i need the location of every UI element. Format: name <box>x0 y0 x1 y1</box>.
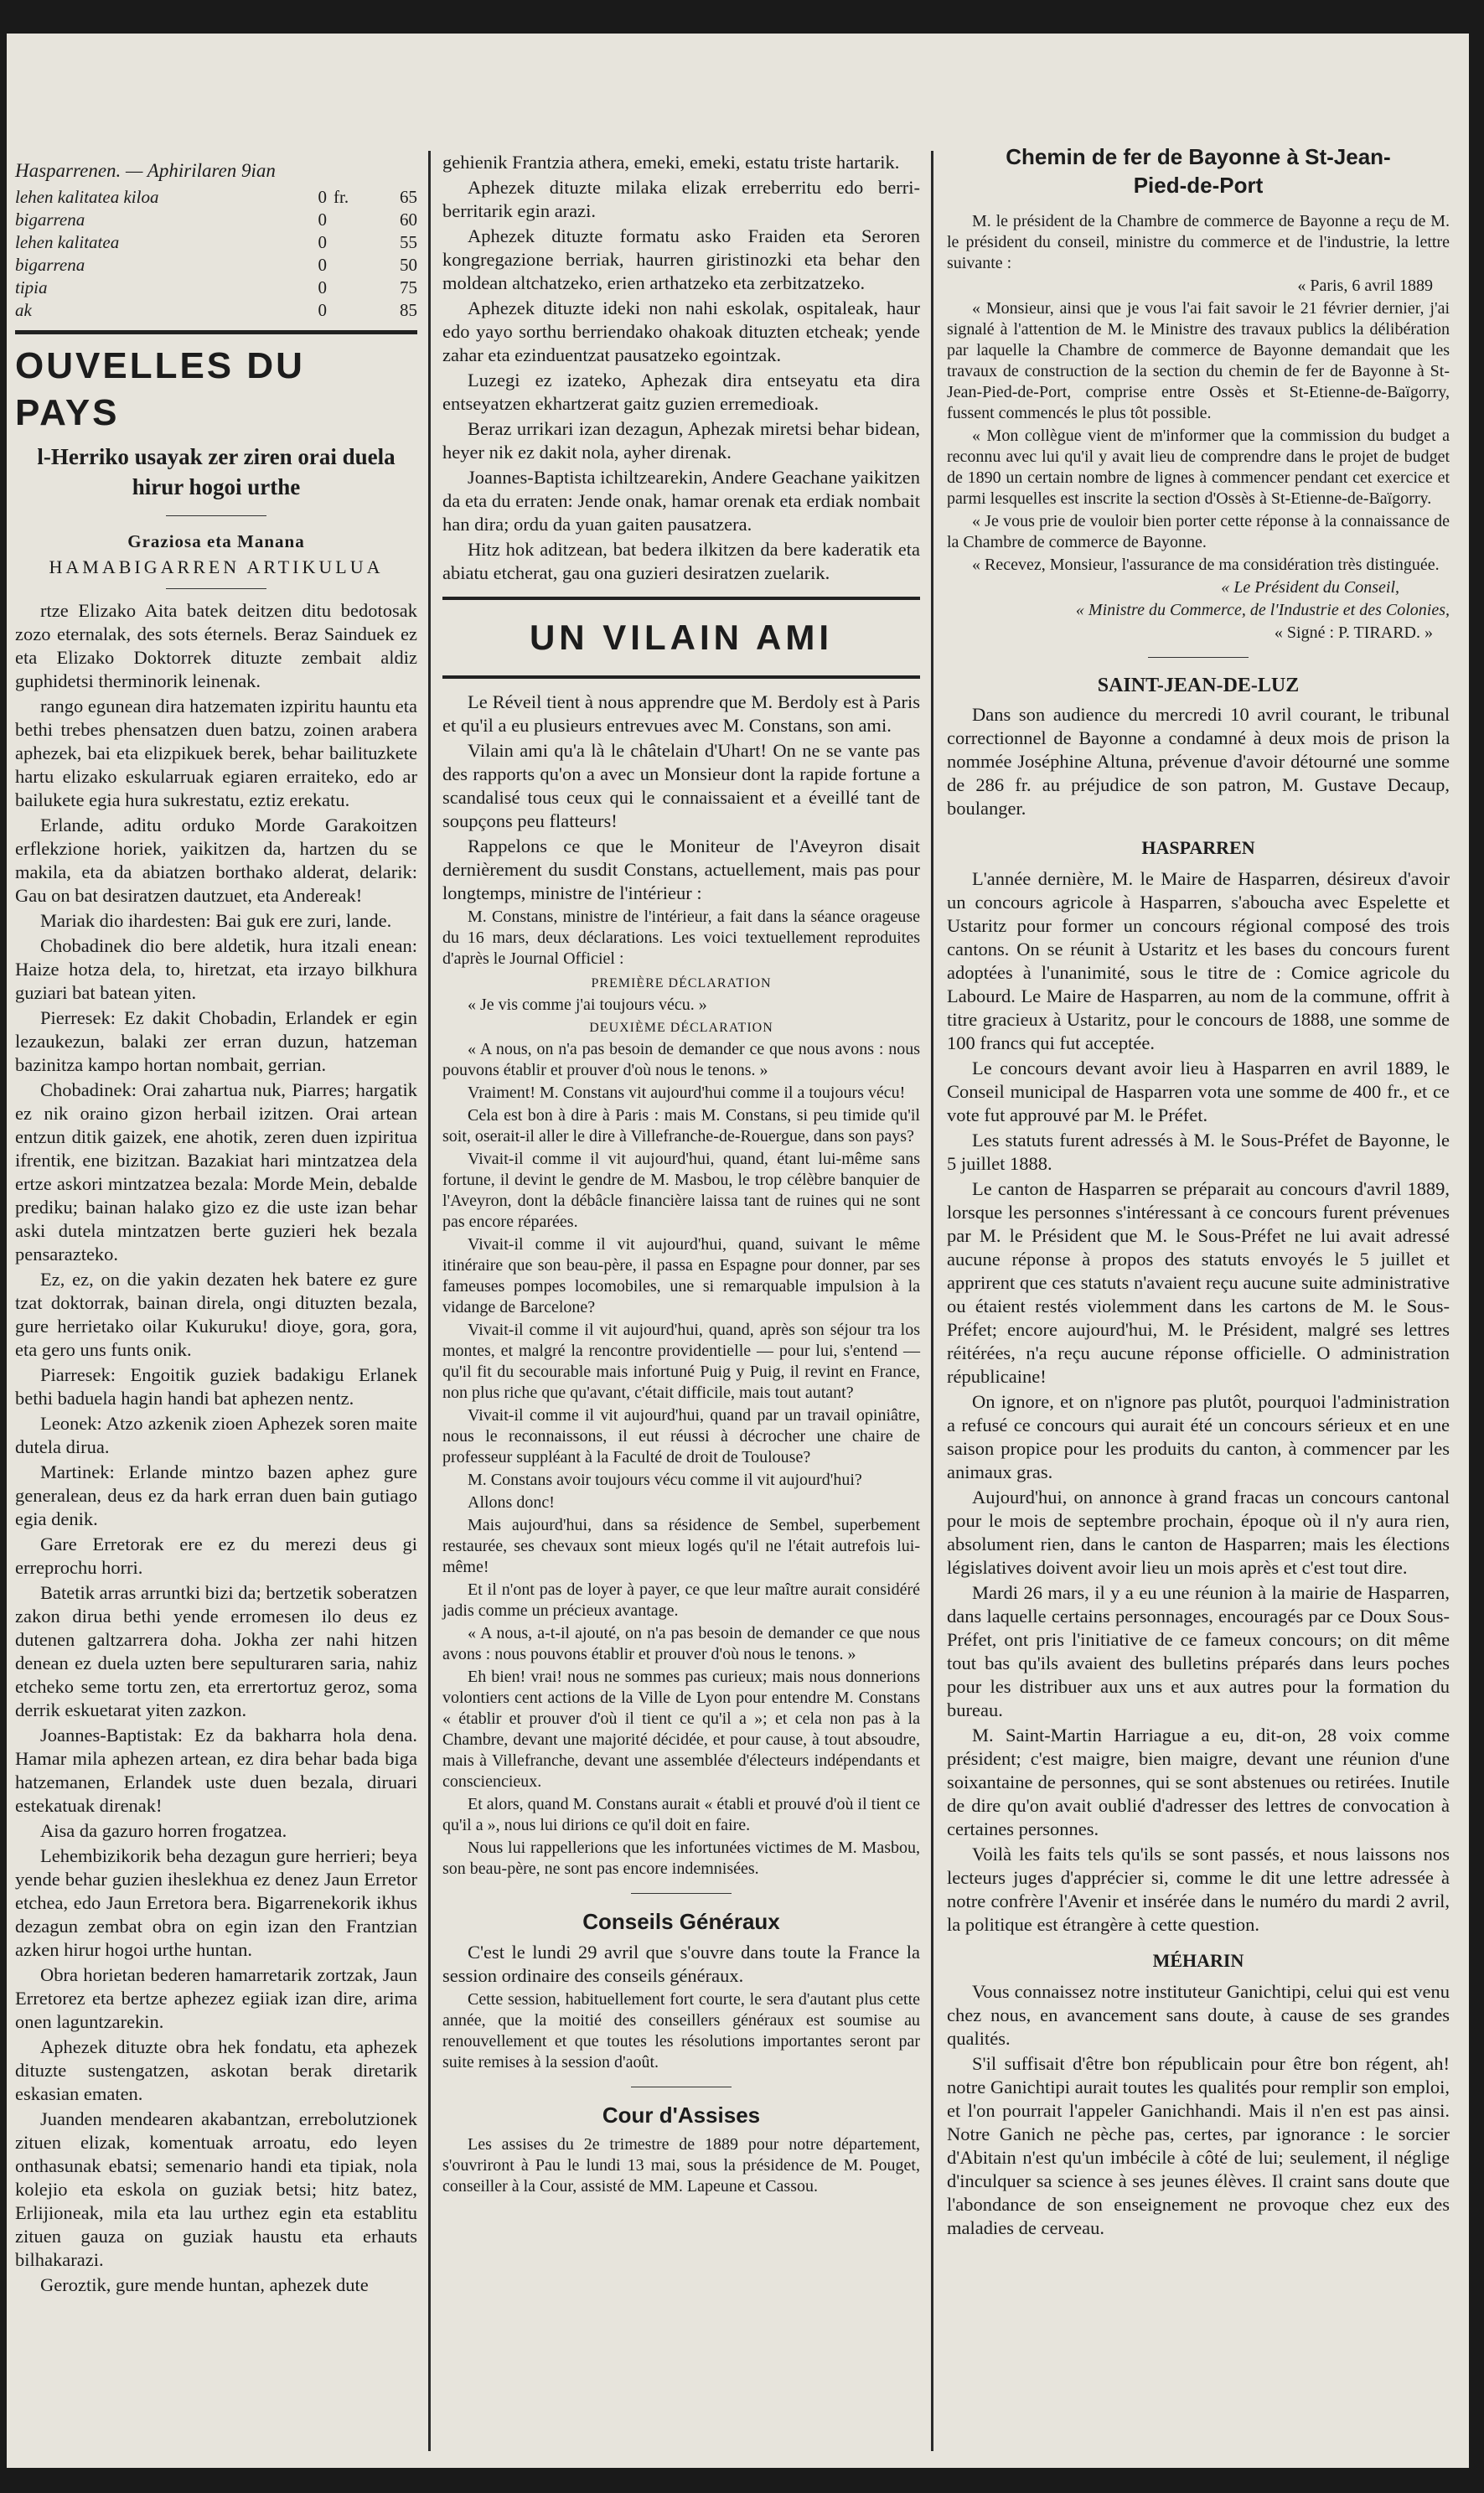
paragraph: Aisa da gazuro horren frogatzea. <box>40 1820 287 1841</box>
declaration-title: DEUXIÈME DÉCLARATION <box>589 1021 773 1035</box>
price-row: lehen kalitatea 0 55 <box>15 232 417 252</box>
price-row: ak 0 85 <box>15 300 417 320</box>
declaration-title: PREMIÈRE DÉCLARATION <box>591 976 772 990</box>
paragraph: « A nous, on n'a pas besoin de demander ce que nous avons : nous pouvons établir et prouver d'où nous le tenons. » <box>442 1040 920 1079</box>
paragraph: Le canton de Hasparren se préparait au concours d'avril 1889, lorsque les personnes s'intéressant à ce concours furent prévenues par M. le Président que M. le Sous-Préfet ne lui avait adressé aucune réponse à propos des statuts envoyés le 5 juillet et apprirent que ces statuts n'avaient reçu aucune suite administrative ou étaient restés violemment dans les cartons de M. le Sous-Préfet; encore aujourd'hui, M. le Président, malgré ses lettres réitérées, n'a reçu aucune réponse officielle. O administration républicaine! <box>947 1178 1450 1387</box>
paragraph: Mariak dio ihardesten: Bai guk ere zuri, lande. <box>40 910 392 931</box>
price-row: bigarrena 0 60 <box>15 209 417 230</box>
column-1 <box>7 34 426 2468</box>
paragraph: Luzegi ez izateko, Aphezak dira entseyatu eta dira entseyatzen ekhartzerat gaitz guzien erremedioak. <box>442 370 920 414</box>
paragraph: Chobadinek dio bere aldetik, hura itzali enean: Haize hotza dela, to, hiretzat, eta irzayo bilkhura guziari bat batean yiten. <box>15 935 417 1003</box>
price-row: lehen kalitatea kiloa 0 fr. 65 <box>15 187 417 207</box>
article-title: Chemin de fer de Bayonne à St-Jean-Pied-de-Port <box>1006 144 1391 198</box>
paragraph: Ez, ez, on die yakin dezaten hek batere ez gure tzat doktorrak, bainan direla, ongi dituzten bezala, gure herrietako oilar Kukuruku! dioye, gora, gora, eta gero uns funts onik. <box>15 1269 417 1360</box>
paragraph: Geroztik, gure mende huntan, aphezek dute <box>40 2274 369 2295</box>
signature: « Signé : P. TIRARD. » <box>1274 623 1433 642</box>
paragraph: Aphezek dituzte obra hek fondatu, eta aphezek dituzte sustengatzen, askotan berak diretarik eskasian ematen. <box>15 2036 417 2104</box>
divider <box>15 330 417 334</box>
paragraph: M. le président de la Chambre de commerce de Bayonne a reçu de M. le président du conseil, ministre du commerce et de l'industrie, la lettre suivante : <box>947 212 1450 272</box>
letter-date: « Paris, 6 avril 1889 <box>1297 277 1433 295</box>
paragraph: Leonek: Atzo azkenik zioen Aphezek soren maite dutela dirua. <box>15 1413 417 1457</box>
paragraph: Cette session, habituellement fort courte, le sera d'autant plus cette année, que la moitié des conseillers généraux est soumise au renouvellement et que toutes les résolutions importantes seront par suite remises à la session d'août. <box>442 1990 920 2071</box>
paragraph: On ignore, et on n'ignore pas plutôt, pourquoi l'administration a refusé ce concours qui aurait été un concours sérieux et en une saison propice pour les produits du canton, à commencer par les animaux gras. <box>947 1391 1450 1482</box>
article-title: UN VILAIN AMI <box>529 618 834 657</box>
paragraph: Martinek: Erlande mintzo bazen aphez gure generalean, deus ez da hark erran duen bain gutiago egia denik. <box>15 1461 417 1529</box>
section-title: Cour d'Assises <box>602 2102 761 2128</box>
paragraph: gehienik Frantzia athera, emeki, emeki, estatu triste hartarik. <box>442 152 900 173</box>
paragraph: Vivait-il comme il vit aujourd'hui, quand, étant lui-même sans fortune, il devint le gendre de M. Masbou, le trop célèbre banquier de l'Aveyron, dont la débâcle financière laissa tant de ruines qui ne sont pas encore réparées. <box>442 1150 920 1231</box>
newspaper-page <box>7 34 1469 2468</box>
divider <box>631 1893 732 1894</box>
paragraph: Aphezek dituzte milaka elizak erreberritu edo berri-berritarik egin arazi. <box>442 177 920 221</box>
paragraph: Batetik arras arruntki bizi da; bertzetik soberatzen zakon dirua bethi yende erromesen ilo deus ez dutenen galtzarrera doha. Jokha zer nahi hitzen denean ez duela uzten bere sepulturaren saria, nahiz etcheko seme tortu zen, eta errertortuz geroz, soma derrik eskuetarat yiten zazkon. <box>15 1582 417 1720</box>
paragraph: Vraiment! M. Constans vit aujourd'hui comme il a toujours vécu! <box>468 1084 906 1102</box>
divider <box>166 515 266 516</box>
paragraph: Erlande, aditu orduko Morde Garakoitzen erflekzione horiek, yaikitzen da, hartzen du se makila, eta da abiatzen borthako alderat, delarik: Gau on bat desiratzen dautzuet, eta Andereak! <box>15 815 417 906</box>
paragraph: Les assises du 2e trimestre de 1889 pour notre département, s'ouvriront à Pau le lundi 13 mai, sous la présidence de M. Pouget, conseiller à la Cour, assisté de MM. Lapeune et Cassou. <box>442 2135 920 2196</box>
paragraph: Hitz hok aditzean, bat bedera ilkitzen da bere kaderatik eta abiatu etcherat, gau ona guzieri desiratzen zuelarik. <box>442 539 920 583</box>
paragraph: Obra horietan bederen hamarretarik zortzak, Jaun Erretorez eta bertze aphezez egiiak izan dire, arima onen laguntzarekin. <box>15 1964 417 2032</box>
paragraph: L'année dernière, M. le Maire de Hasparren, désireux d'avoir un concours agricole à Hasparren, s'aboucha avec Espelette et Ustaritz pour former un concours régional composé des trois cantons. On se réunit à Ustaritz et les bases du concours furent adoptées à l'unanimité, sous le titre de : Comice agricole du Labourd. Le Maire de Hasparren, au nom de la commune, offrit à titre gracieux à Ustaritz, pour le concours de 1888, une somme de 100 francs qui fut acceptée. <box>947 868 1450 1053</box>
paragraph: Chobadinek: Orai zahartua nuk, Piarres; hargatik ez nik oraino gizon herbail izitzen. Orai artean entzun ditik gaizek, ene ahotik, zeren duen izpiritua ifrentik, ene bizitzan. Bazakiat hari mintzatzea dela ertze askori mintzatzea bezala: Morde Mein, debalde prediku; bainan halako gizo ez die uste izan behar aski dutela mintzatzen berte guzieri hek bezala pensarazteko. <box>15 1079 417 1265</box>
price-list <box>15 186 417 322</box>
section-heading: OUVELLES DU PAYS <box>15 345 305 433</box>
price-row: tipia 0 75 <box>15 277 417 297</box>
column-3 <box>938 34 1458 2468</box>
section-title: Conseils Généraux <box>582 1909 780 1934</box>
paragraph: M. Saint-Martin Harriague a eu, dit-on, 28 voix comme président; c'est maigre, bien maigre, devant une réunion d'une soixantaine de personnes, qui se sont abstenues ou retirées. Inutile de dire qu'on avait oublié d'adresser des lettres de convocation à certaines personnes. <box>947 1725 1450 1839</box>
divider <box>442 675 920 679</box>
paragraph: M. Constans avoir toujours vécu comme il vit aujourd'hui? <box>468 1471 862 1489</box>
chapter-title: HAMABIGARREN ARTIKULUA <box>49 556 384 577</box>
section-subheading: l-Herriko usayak zer ziren orai duela <box>37 444 396 469</box>
paragraph: Vivait-il comme il vit aujourd'hui, quand, après son séjour tra los montes, et malgré la rencontre providentielle — pour lui, s'entend — qu'il fit du secourable mais infortuné Puig y Puig, il revint en France, non plus riche que qu'avant, c'était difficile, mais tout autant? <box>442 1321 920 1402</box>
paragraph: S'il suffisait d'être bon républicain pour être bon régent, ah! notre Ganichtipi aurait toutes les qualités pour remplir son emploi, et l'on pourrait l'appeler Ganichhandi. Mais il n'en est pas ainsi. Notre Ganich ne pèche pas, certes, par ignorance : le sorcier d'Abitain n'est qu'un imbécile à côté de lui; seulement, il néglige d'inculquer sa science à ses jeunes élèves. Il craint sans doute que l'abondance de son enseignement ne provoque chez eux des maladies de cerveau. <box>947 2053 1450 2238</box>
paragraph: Voilà les faits tels qu'ils se sont passés, et nous laissons nos lecteurs juges d'apprécier si, comme le dit une lettre adressée à notre confrère l'Avenir et insérée dans le numéro du mardi 2 avril, la politique est étrangère à cette question. <box>947 1844 1450 1935</box>
paragraph: Mardi 26 mars, il y a eu une réunion à la mairie de Hasparren, dans laquelle certains personnages, encouragés par ce Doux Sous-Préfet, ont pris l'initiative de ce fameux concours; on dit même tout bas qu'ils avaient des bulletins préparés dans leurs poches pour les distribuer aux uns et aux autres pour la formation du bureau. <box>947 1582 1450 1720</box>
story-continuation <box>442 151 920 585</box>
paragraph: « Je vis comme j'ai toujours vécu. » <box>468 996 707 1014</box>
paragraph: rtze Elizako Aita batek deitzen ditu bedotosak zozo eternalak, des sots éternels. Beraz Sainduek ez eta Elizako Doktorrek dituzte zembait aldiz guphidetsi therminorik leinenak. <box>15 600 417 691</box>
market-title: Hasparrenen. — Aphirilaren 9ian <box>15 160 276 181</box>
column-rule <box>428 151 431 2451</box>
paragraph: « Monsieur, ainsi que je vous l'ai fait savoir le 21 février dernier, j'ai signalé à l'attention de M. le Ministre des travaux publics la délibération par laquelle la Chambre de commerce de Bayonne demandait que les travaux de construction de la section du chemin de fer de Bayonne à St-Jean-Pied-de-Port, comprise entre Ossès et St-Etienne-de-Baïgorry, fussent commencés le plus tôt possible. <box>947 299 1450 422</box>
paragraph: Joannes-Baptista ichiltzearekin, Andere Geachane yaikitzen da eta du erraten: Jende onak, hamar orenak eta erdiak nombait han dira; ordu da yuan gaiten pausatzera. <box>442 467 920 535</box>
paragraph: Cela est bon à dire à Paris : mais M. Constans, si peu timide qu'il soit, oserait-il aller le dire à Villefranche-de-Rouergue, dans son pays? <box>442 1106 920 1146</box>
paragraph: Piarresek: Engoitik guziek badakigu Erlanek bethi baduela hagin handi bat aphezen nentz. <box>15 1364 417 1409</box>
paragraph: Allons donc! <box>468 1493 555 1512</box>
paragraph: Vivait-il comme il vit aujourd'hui, quand par un travail opiniâtre, nous le reconnaissons, il eut réussi à décrocher une chaire de professeur suppléant à la Faculté de droit de Toulouse? <box>442 1406 920 1466</box>
paragraph: « Mon collègue vient de m'informer que la commission du budget a reconnu avec lui qu'il y avait lieu de comprendre dans le projet de budget de 1890 un certain nombre de lignes à commencer pendant cet exercice et parmi lesquelles est inscrite la section d'Ossès à St-Etienne-de-Baïgorry. <box>947 427 1450 508</box>
divider <box>442 597 920 600</box>
section-subheading: hirur hogoi urthe <box>132 474 301 499</box>
paragraph: Nous lui rappellerions que les infortunées victimes de M. Masbou, son beau-père, ne sont pas encore indemnisées. <box>442 1839 920 1878</box>
paragraph: Et il n'ont pas de loyer à payer, ce que leur maître aurait considéré jadis comme un précieux avantage. <box>442 1580 920 1620</box>
paragraph: Aphezek dituzte ideki non nahi eskolak, ospitaleak, haur edo yayo sorthu berriendako ohakoak dituzten etcheak; yende zahar eta ezinduentzat pausatzeko egointzak. <box>442 297 920 365</box>
paragraph: Mais aujourd'hui, dans sa résidence de Sembel, superbement restaurée, ses chevaux sont mieux logés qu'il ne l'était autrefois lui-même! <box>442 1516 920 1576</box>
paragraph: « Recevez, Monsieur, l'assurance de ma considération très distinguée. <box>972 556 1440 574</box>
price-row: bigarrena 0 50 <box>15 255 417 275</box>
paragraph: Aujourd'hui, on annonce à grand fracas un concours cantonal pour le mois de septembre prochain, époque où il n'y aura rien, absolument rien, dans le canton de Hasparren; mais les élections législatives doivent avoir lieu un mois après et c'est tout dire. <box>947 1487 1450 1578</box>
signature: « Ministre du Commerce, de l'Industrie et des Colonies, <box>1075 601 1450 619</box>
paragraph: Les statuts furent adressés à M. le Sous-Préfet de Bayonne, le 5 juillet 1888. <box>947 1130 1450 1174</box>
paragraph: Lehembizikorik beha dezagun gure herrieri; beya yende behar guzien iheslekhua ez denez Jaun Erretor etchea, edo Jaun Erretora bera. Bigarrenekorik ikhus dezagun zembat obra on egin izan den Frantzian azken hirur hogoi urthe huntan. <box>15 1845 417 1960</box>
paragraph: Vivait-il comme il vit aujourd'hui, quand, suivant le même itinéraire que son beau-père, il passa en Espagne pour donner, par ses fameuses pompes locomobiles, une si remarquable impulsion à la vidange de Barcelone? <box>442 1235 920 1316</box>
paragraph: C'est le lundi 29 avril que s'ouvre dans toute la France la session ordinaire des conseils généraux. <box>442 1942 920 1986</box>
paragraph: « A nous, a-t-il ajouté, on n'a pas besoin de demander ce que nous avons : nous pouvons établir et prouver d'où nous le tenons. » <box>442 1624 920 1663</box>
paragraph: Vous connaissez notre instituteur Ganichtipi, celui qui est venu chez nous, en avancement sans doute, à cause de ses grandes qualités. <box>947 1981 1450 2049</box>
story-body <box>15 599 417 2297</box>
paragraph: Le concours devant avoir lieu à Hasparren en avril 1889, le Conseil municipal de Hasparren vota une somme de 400 fr., et ce vote fut approuvé par M. le Préfet. <box>947 1058 1450 1125</box>
signature: « Le Président du Conseil, <box>1221 578 1399 597</box>
paragraph: Aphezek dituzte formatu asko Fraiden eta Seroren kongregazione berriak, haurren giristinozki eta behar den moldean altchatzeko, erien arthatzeko eta zerbitzatzeko. <box>442 225 920 293</box>
paragraph: Et alors, quand M. Constans aurait « établi et prouvé d'où il tient ce qu'il a », nous lui dirions ce qu'il doit en faire. <box>442 1795 920 1834</box>
section-title: MÉHARIN <box>1152 1950 1244 1971</box>
story-title: Graziosa eta Manana <box>127 531 305 551</box>
paragraph: Joannes-Baptistak: Ez da bakharra hola dena. Hamar mila aphezen artean, ez dira behar bada biga hatzemanen, Erlandek uste duen bezala, diruari estekatuak direnak! <box>15 1725 417 1816</box>
paragraph: Juanden mendearen akabantzan, errebolutzionek zituen elizak, komentuak arroatu, edo leyen onthasunak ebatsi; semenario handi eta tipiak, nola kolejio eta eskola on guziak betsi; hitz batez, Erlijioneak, mila eta lau urthez egin eta establitu zituen gauza on guziak haustu eta erhauts bilhakarazi. <box>15 2108 417 2270</box>
paragraph: Pierresek: Ez dakit Chobadin, Erlandek er egin lezaukezun, balaki zer erran duzun, hatzeman bazinitza kampo hortan nombait, gerrian. <box>15 1007 417 1075</box>
paragraph: Gare Erretorak ere ez du merezi deus gi erreprochu horri. <box>15 1534 417 1578</box>
paragraph: Rappelons ce que le Moniteur de l'Aveyron disait dernièrement du susdit Constans, actuellement, mais pas pour longtemps, ministre de l'intérieur : <box>442 835 920 903</box>
section-title: HASPARREN <box>1141 837 1255 858</box>
divider <box>1148 657 1249 658</box>
divider <box>166 588 266 589</box>
paragraph: Vilain ami qu'a là le châtelain d'Uhart! On ne se vante pas des rapports qu'on a avec un Monsieur dont la rapide fortune a scandalisé tous ceux qui le connaissaient et a éveillé tant de soupçons peu flatteurs! <box>442 740 920 831</box>
paragraph: « Je vous prie de vouloir bien porter cette réponse à la connaissance de la Chambre de commerce de Bayonne. <box>947 512 1450 551</box>
column-rule <box>931 151 933 2451</box>
paragraph: Dans son audience du mercredi 10 avril courant, le tribunal correctionnel de Bayonne a condamné à deux mois de prison la nommée Joséphine Altuna, prévenue d'avoir détourné une somme de 286 fr. au préjudice de son patron, M. Gustave Decaup, boulanger. <box>947 704 1450 819</box>
article-body <box>442 690 920 1880</box>
column-2 <box>434 34 928 2468</box>
paragraph: Le Réveil tient à nous apprendre que M. Berdoly est à Paris et qu'il a eu plusieurs entrevues avec M. Constans, son ami. <box>442 691 920 736</box>
section-title: SAINT-JEAN-DE-LUZ <box>1097 675 1300 696</box>
paragraph: M. Constans, ministre de l'intérieur, a fait dans la séance orageuse du 16 mars, deux déclarations. Les voici textuellement reproduites d'après le Journal Officiel : <box>442 908 920 968</box>
paragraph: Eh bien! vrai! nous ne sommes pas curieux; mais nous donnerions volontiers cent actions de la Ville de Lyon pour entendre M. Constans « établir et prouver d'où il tient ce qu'il a »; et cela non pas à la Chambre, devant une majorité décidée, et pour cause, à tout absoudre, mais à Villefranche, devant une assemblée d'électeurs indépendants et consciencieux. <box>442 1668 920 1791</box>
paragraph: Beraz urrikari izan dezagun, Aphezak miretsi behar bidean, heyer nik ez dakit nola, ayher direnak. <box>442 418 920 463</box>
paragraph: rango egunean dira hatzematen izpiritu hauntu eta bethi trebes phensatzen duen batzu, zoinen arabera aphezek, bai eta elizpikuek berek, behar bailituzkete hartu elizako eskularruak egiaren erraiteko, edo ar bailukete egia hura sukrestatu, eztiz erekatu. <box>15 696 417 810</box>
